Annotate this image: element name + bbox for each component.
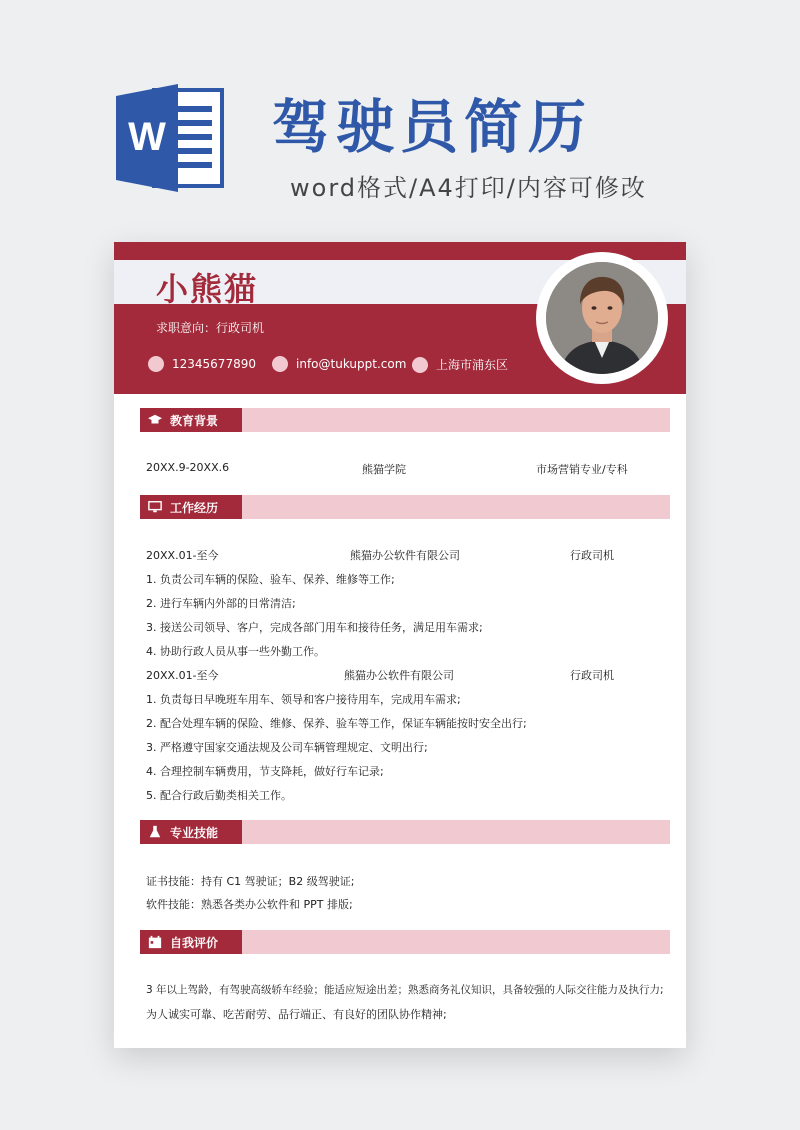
education-period: 20XX.9-20XX.6 — [146, 461, 230, 474]
education-heading: 教育背景 — [170, 413, 219, 428]
self-eval-line-2: 为人诚实可靠、吃苦耐劳、品行端正、有良好的团队协作精神; — [146, 1008, 447, 1021]
self-eval-line-1: 3 年以上驾龄，有驾驶高级轿车经验；能适应短途出差；熟悉商务礼仪知识，具备较强的人际交往能力及执行力; — [146, 984, 664, 996]
location-icon — [412, 357, 428, 373]
calendar-icon — [148, 935, 162, 949]
education-school: 熊猫学院 — [362, 463, 406, 476]
avatar — [546, 262, 658, 374]
job-2-duty-5: 5. 配合行政后勤类相关工作。 — [146, 789, 292, 802]
candidate-name: 小熊猫 — [156, 270, 259, 308]
job-2-company: 熊猫办公软件有限公司 — [344, 669, 454, 682]
job-2-position: 行政司机 — [570, 669, 614, 682]
job-1-company: 熊猫办公软件有限公司 — [350, 549, 460, 562]
email-icon — [272, 356, 288, 372]
job-2-duty-2: 2. 配合处理车辆的保险、维修、保养、验车等工作，保证车辆能按时安全出行; — [146, 717, 527, 730]
phone-text: 12345677890 — [172, 357, 256, 371]
contact-phone — [148, 356, 256, 372]
photo-frame — [536, 252, 668, 384]
contact-email — [272, 356, 406, 372]
contact-address — [412, 356, 508, 373]
flask-icon — [148, 825, 162, 839]
word-logo-icon — [116, 84, 226, 192]
phone-icon — [148, 356, 164, 372]
address-text: 上海市浦东区 — [436, 358, 509, 372]
work-section-header — [140, 495, 670, 519]
skills-heading: 专业技能 — [170, 825, 219, 840]
job-intent: 求职意向：行政司机 — [156, 321, 265, 335]
email-text: info@tukuppt.com — [296, 357, 407, 371]
graduation-cap-icon — [148, 413, 162, 427]
skill-line-1: 证书技能：持有 C1 驾驶证；B2 级驾驶证; — [146, 875, 355, 888]
education-major: 市场营销专业/专科 — [536, 463, 628, 476]
resume-sheet — [114, 242, 686, 1048]
job-1-duty-4: 4. 协助行政人员从事一些外勤工作。 — [146, 645, 325, 658]
monitor-icon — [148, 500, 162, 514]
job-2-duty-3: 3. 严格遵守国家交通法规及公司车辆管理规定、文明出行; — [146, 741, 428, 754]
education-section-header — [140, 408, 670, 432]
job-1-period: 20XX.01-至今 — [146, 549, 219, 562]
job-2-duty-1: 1. 负责每日早晚班车用车、领导和客户接待用车，完成用车需求; — [146, 693, 461, 706]
self-eval-section-header — [140, 930, 670, 954]
job-1-duty-1: 1. 负责公司车辆的保险、验车、保养、维修等工作; — [146, 573, 395, 586]
word-logo-letter: W — [128, 115, 166, 159]
job-1-duty-2: 2. 进行车辆内外部的日常清洁; — [146, 597, 296, 610]
page-title: 驾驶员简历 — [272, 93, 593, 161]
self-eval-heading: 自我评价 — [170, 935, 219, 950]
page-subtitle: word格式/A4打印/内容可修改 — [290, 174, 647, 202]
skill-line-2: 软件技能：熟悉各类办公软件和 PPT 排版; — [146, 898, 353, 911]
job-2-period: 20XX.01-至今 — [146, 669, 219, 682]
work-heading: 工作经历 — [170, 500, 219, 515]
job-1-duty-3: 3. 接送公司领导、客户，完成各部门用车和接待任务，满足用车需求; — [146, 621, 483, 634]
skills-section-header — [140, 820, 670, 844]
job-2-duty-4: 4. 合理控制车辆费用，节支降耗，做好行车记录; — [146, 765, 384, 778]
job-1-position: 行政司机 — [570, 549, 614, 562]
